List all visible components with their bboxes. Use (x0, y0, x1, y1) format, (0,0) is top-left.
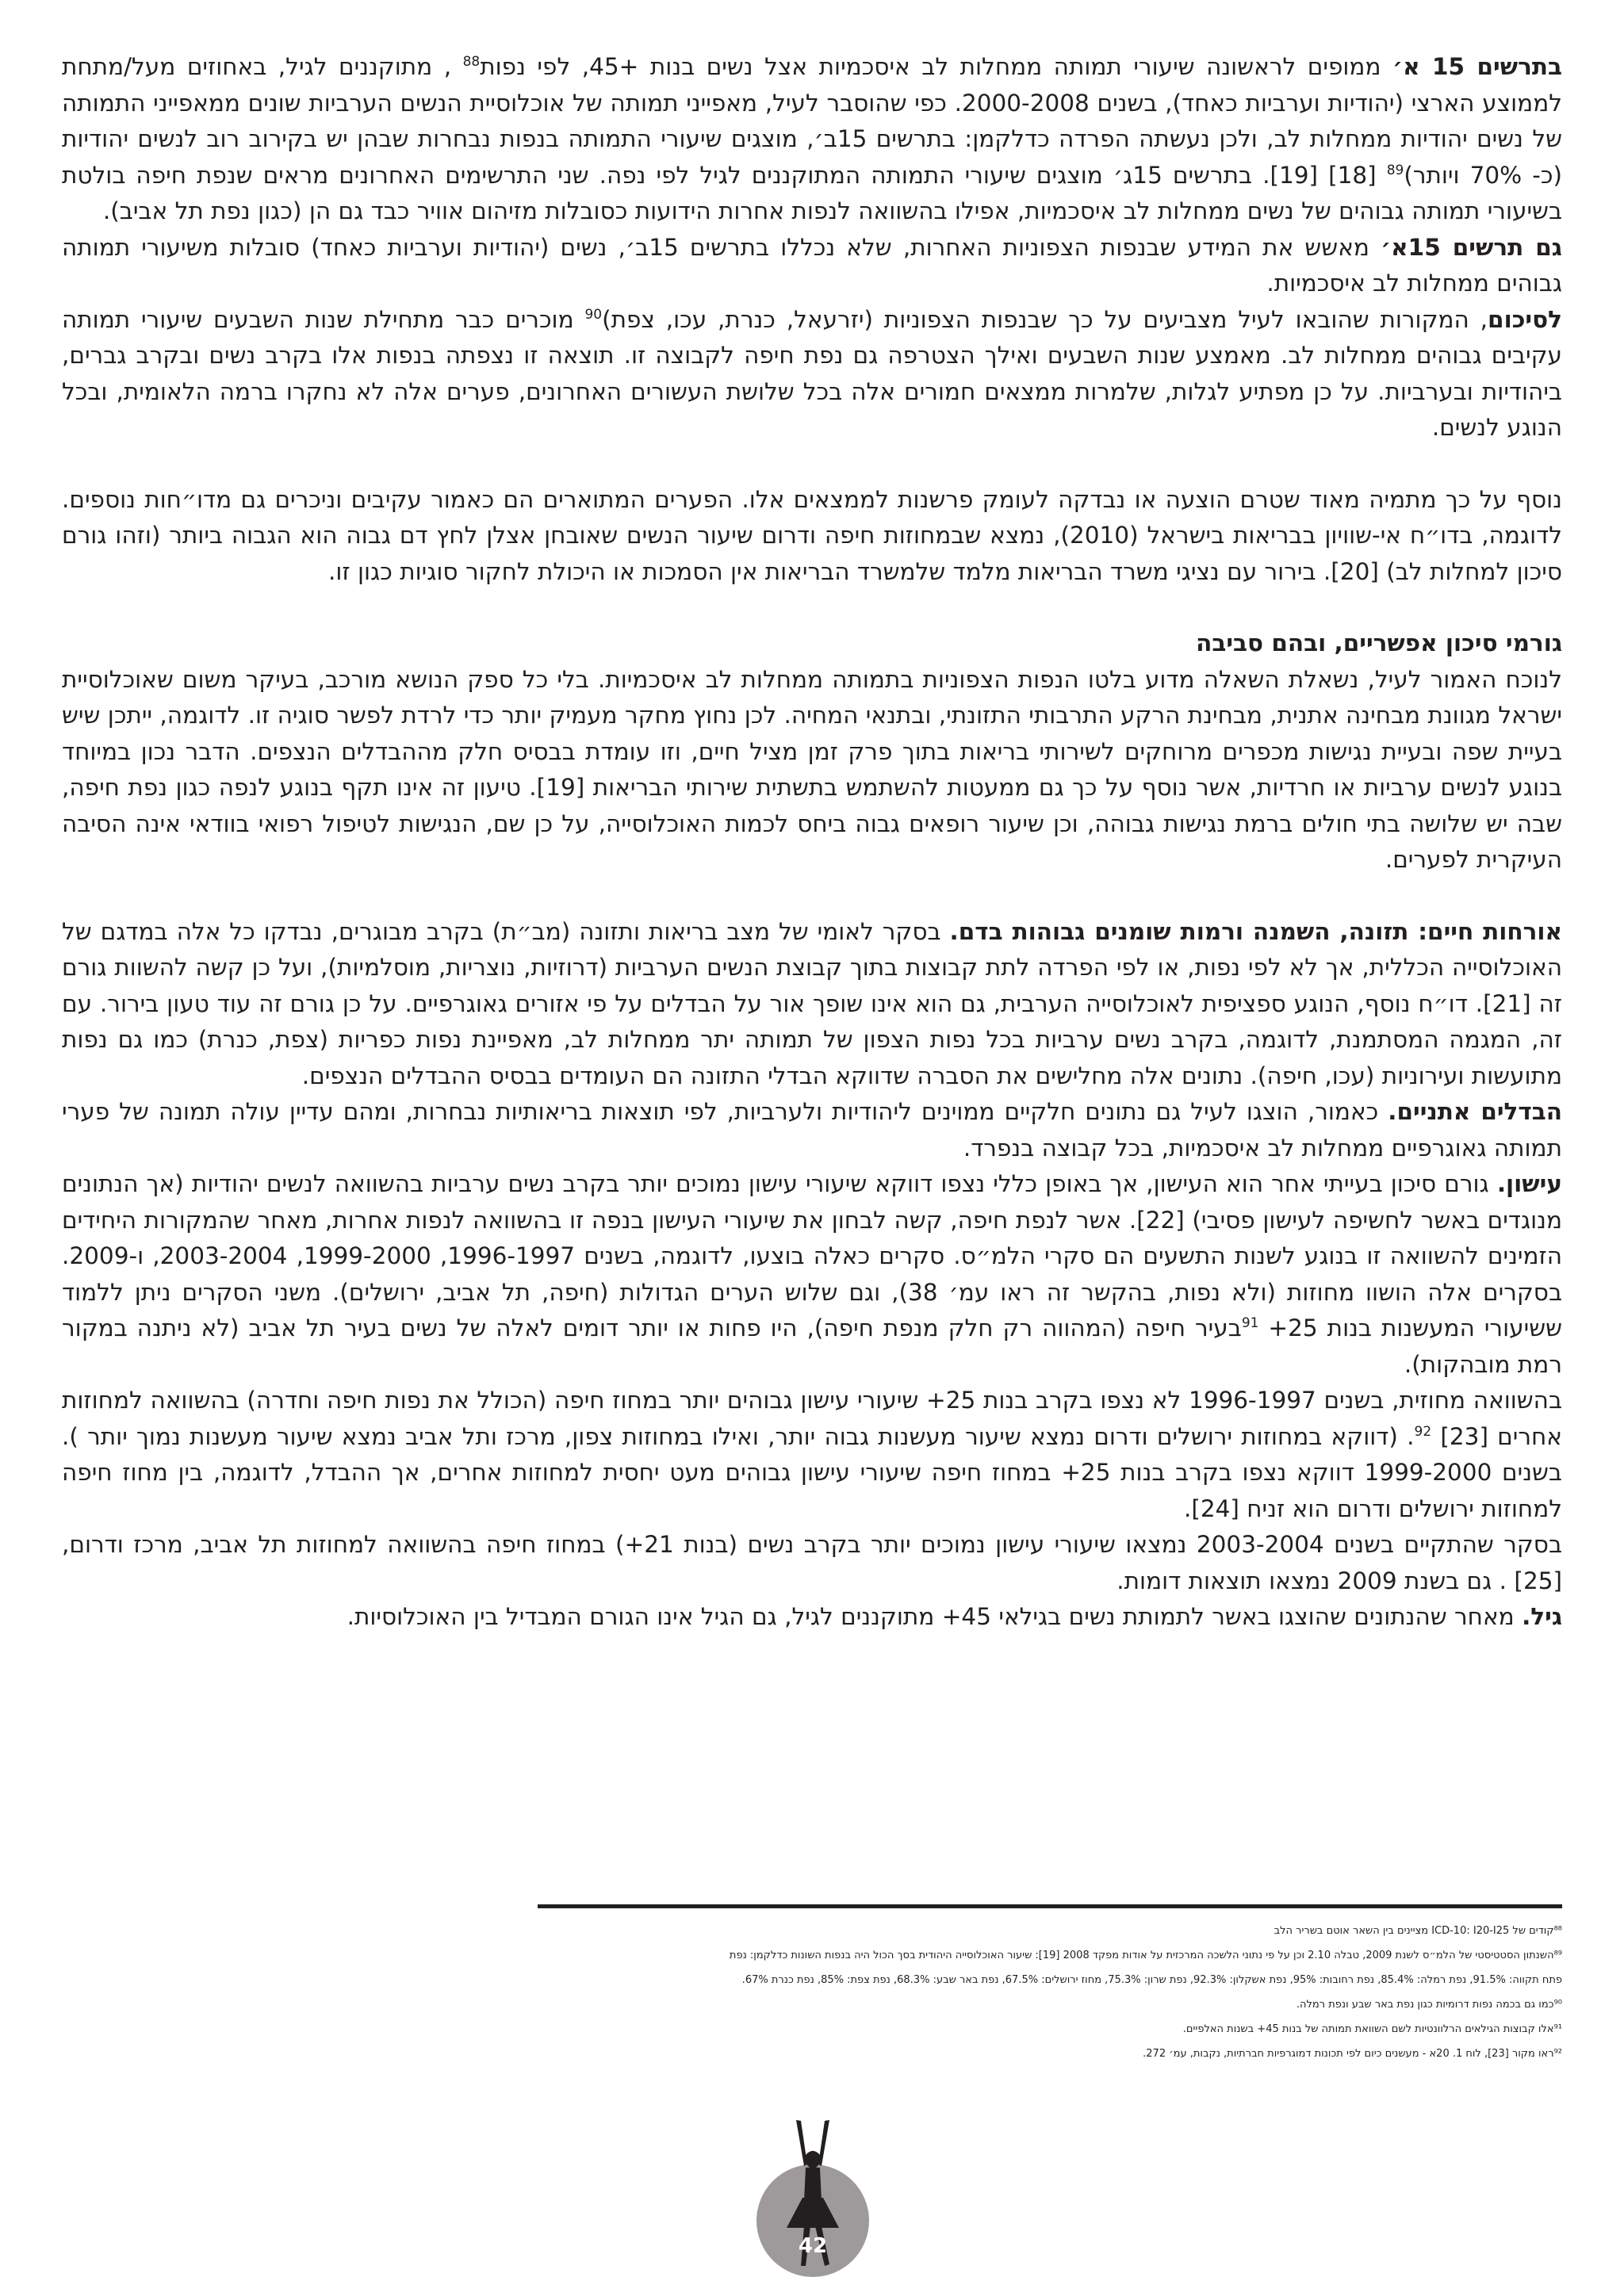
paragraph-lead: גם תרשים 15א׳ (1381, 233, 1562, 261)
paragraph-spacer (62, 590, 1562, 626)
paragraph-lifestyle (62, 914, 1562, 1095)
paragraph-lead: לסיכום (1488, 305, 1562, 333)
paragraph-survey-2003 (62, 1527, 1562, 1599)
paragraph-spacer (62, 878, 1562, 914)
footnote-90: ⁹⁰כמו גם בכמה נפות דרומיות כגון נפת באר שבע ונפת רמלה. (1296, 1999, 1562, 2011)
paragraph-text: מוכרים כבר מתחילת שנות השבעים שיעורי תמותה עקיבים גבוהים ממחלות לב. מאמצע שנות השבעים ואילך הצטרפה גם נפת חיפה לקבוצה זו. תוצאה זו נצפתה בנפות אלו בקרב נשים ובקרב גברים, ביהודיות ובערביות. על כן מפתיע לגלות, שלמרות ממצאים חמורים אלה בכל שלושת העשורים האחרונים, פערים אלה לא נחקרו ברמה הלאומית, ובכל הנוגע לנשים. (62, 305, 1562, 441)
paragraph-text: מאחר שהנתונים שהוצגו באשר לתמותת נשים בגילאי 45+ מתוקננים לגיל, גם הגיל אינו הגורם המבדיל בין האוכלוסיות. (347, 1603, 1522, 1630)
paragraph-text: , מתוקננים לגיל, באחוזים מעל/מתחת לממוצע הארצי (יהודיות וערביות כאחד), בשנים 2000-2008. כפי שהוסבר לעיל, מאפייני תמותה של אוכלוסיית הנשים הערביות שונים ממאפייני התמותה של נשים יהודיות ממחלות לב, ולכן נעשתה הפרדה כדלקמן: בתרשים 15ב׳, מוצגים שיעורי התמותה בנפות נבחרות שבהן יש בקירוב רוב לנשים יהודיות (כ- 70% ויותר) (62, 53, 1563, 189)
paragraph-lead: גיל. (1522, 1603, 1562, 1630)
paragraph-text: כאמור, הוצגו לעיל גם נתונים חלקיים ממוינים ליהודיות ולערביות, לפי תוצאות בריאותיות נבחרות, ומהם עדיין עולה תמונה של פערי תמותה גאוגרפיים ממחלות לב איסכמיות, בכל קבוצה בנפרד. (62, 1098, 1562, 1161)
paragraph-summary (62, 302, 1562, 446)
paragraph-lead: עישון. (1496, 1170, 1562, 1197)
page-number: 42 (798, 2234, 828, 2258)
paragraph-further (62, 482, 1562, 591)
footnote-divider (538, 1904, 1562, 1908)
paragraph-text: בסקר שהתקיים בשנים 2003-2004 נמצאו שיעורי עישון נמוכים יותר בקרב נשים (בנות 21+) במחוז חיפה בהשוואה למחוזות תל אביב, מרכז ודרום, [25] . גם בשנת 2009 נמצאו תוצאות דומות. (62, 1531, 1562, 1594)
paragraph-text: [18] [19]. בתרשים 15ג׳ מוצגים שיעורי התמותה המתוקננים לגיל לפי נפה. שני התרשימים האחרונים מראים שנפת חיפה בולטת בשיעורי תמותה גבוהים של נשים ממחלות לב איסכמיות, אפילו בהשוואה לנפות אחרות הידועות כסובלות מזיהום אוויר כבד גם הן (כגון נפת תל אביב). (62, 161, 1562, 224)
footnote-88: ⁸⁸קודים של ICD-10: I20-I25 מציינים בין השאר אוטם בשריר הלב (1274, 1925, 1562, 1937)
paragraph-lead: בתרשים 15 א׳ (1392, 53, 1562, 80)
paragraph-district-comparison (62, 1383, 1562, 1527)
paragraph-spacer (62, 446, 1562, 482)
footnote-ref-88[interactable]: 88 (462, 54, 481, 71)
paragraph-risk-factors (62, 662, 1562, 878)
paragraph-text: מאשש את המידע שבנפות הצפוניות האחרות, שלא נכללו בתרשים 15ב׳, נשים (יהודיות וערביות כאחד) סובלות משיעורי תמותה גבוהים ממחלות לב איסכמיות. (62, 233, 1562, 297)
footnote-89: ⁸⁹השנתון הסטטיסטי של הלמ״ס לשנת 2009, טבלה 2.10 וכן על פי נתוני הלשכה המרכזית על אודות מפקד 2008 [19]: שיעור האוכלוסייה היהודית בסך הכול היה בנפות השונות כדלקמן: נפת (729, 1950, 1562, 1961)
paragraph-text: לנוכח האמור לעיל, נשאלת השאלה מדוע בלטו הנפות הצפוניות בתמותה ממחלות לב איסכמיות. בלי כל ספק הנושא מורכב, בעיקר משום שאוכלוסיית ישראל מגוונת מבחינה אתנית, מבחינת הרקע התרבותי התזונתי, ובתנאי המחיה. לכן נחוץ מחקר מעמיק יותר כדי לרדת לפשר סוגיה זו. לדוגמה, ייתכן שיש בעיית שפה ובעיית נגישות מכפרים מרוחקים לשירותי בריאות בתוך פרק זמן מציל חיים, וזו עומדת בבסיס חלק מההבדלים הנצפים. הדבר נכון במיוחד בנוגע לנשים ערביות או חרדיות, אשר נוסף על כך גם ממעטות להשתמש בתשתית שירותי הבריאות [19]. טיעון זה אינו תקף בנוגע לנפה כגון נפת חיפה, שבה יש שלושה בתי חולים ברמת נגישות גבוהה, וכן שיעור רופאים גבוה ביחס לכמות האוכלוסייה, על כן שם, הנגישות לטיפול רפואי בוודאי אינה הסיבה העיקרית לפערים. (62, 665, 1562, 873)
footnote-91: ⁹¹אלו קבוצות הגילאים הרלוונטיות לשם השוואת תמותה של בנות 45+ בשנות האלפיים. (1182, 2023, 1562, 2035)
footnote-ref-90[interactable]: 90 (584, 306, 603, 323)
paragraph-text: בעיר חיפה (המהווה רק חלק מנפת חיפה), היו פחות או יותר דומים לאלה של נשים בעיר תל אביב (לא ניתנה במקור רמת מובהקות). (62, 1314, 1562, 1378)
paragraph-age (62, 1599, 1562, 1636)
paragraph-text: בסקר לאומי של מצב בריאות ותזונה (מב״ת) בקרב מבוגרים, נבדקו כל אלה במדגם של האוכלוסייה הכללית, אך לא לפי נפות, או לפי הפרדה לתת קבוצות בתוך קבוצת הנשים הערביות (דרוזיות, נוצריות, מוסלמיות), ועל כן קשה להשוות גורם זה [21]. דו״ח נוסף, הנוגע ספציפית לאוכלוסייה הערבית, גם הוא אינו שופך אור על הבדלים על פי אזורים גאוגרפיים. על כן גורם זה עוד טעון בירור. עם זה, המגמה המסתמנת, לדוגמה, בקרב נשים ערביות בכל נפות הצפון של תמותה יתר ממחלות לב, מאפיינת נפות כפריות (צפת, כנרת) כמו גם נפות מתועשות ועירוניות (עכו, חיפה). נתונים אלה מחלישים את הסברה שדווקא הבדלי התזונה הם העומדים בבסיס ההבדלים הנצפים. (62, 917, 1562, 1089)
paragraph-lead: הבדלים אתניים. (1388, 1098, 1562, 1125)
paragraph-smoking (62, 1166, 1562, 1383)
paragraph-text: גורם סיכון בעייתי אחר הוא העישון, אך באופן כללי נצפו דווקא שיעורי עישון נמוכים יותר בקרב נשים ערביות בהשוואה לנשים יהודיות (אך הנתונים מנוגדים באשר לחשיפה לעישון פסיבי) [22]. אשר לנפת חיפה, קשה לבחון את שיעורי העישון בנפה זו בהשוואה לנפות אחרות, מאחר שהמקורות היחידים הזמינים להשוואה זו בנוגע לשנות התשעים הם סקרי הלמ״ס. סקרים כאלה בוצעו, לדוגמה, בשנים 1996-1997, 1999-2000, 2003-2004, ו-2009. בסקרים אלה הושוו מחוזות (ולא נפות, בהקשר זה ראו עמ׳ 38), וגם שלוש הערים הגדולות (חיפה, תל אביב, ירושלים). משני הסקרים ניתן ללמוד ששיעורי המעשנות בנות 25+ (62, 1170, 1563, 1341)
paragraph-text: בהשוואה מחוזית, בשנים 1996-1997 לא נצפו בקרב בנות 25+ שיעורי עישון גבוהים יותר במחוז חיפה (הכולל את נפות חיפה וחדרה) בהשוואה למחוזות אחרים [23] (62, 1387, 1562, 1450)
paragraph-text: , המקורות שהובאו לעיל מצביעים על כך שבנפות הצפוניות (יזרעאל, כנרת, עכו, צפת) (602, 305, 1488, 333)
document-body (62, 49, 1562, 1636)
paragraph-text: נוסף על כך מתמיה מאוד שטרם הוצעה או נבדקה לעומק פרשנות לממצאים אלו. הפערים המתוארים הם כאמור עקיבים וניכרים גם מדו״חות נוספים. לדוגמה, בדו״ח אי-שוויון בבריאות בישראל (2010), נמצא שבמחוזות חיפה ודרום שיעור הנשים שאובחן אצלן לחץ דם גבוה הוא הגבוה ביותר (וזהו גורם סיכון למחלות לב) [20]. בירור עם נציגי משרד הבריאות מלמד שלמשרד הבריאות אין הסמכות או היכולת לחקור סוגיות כגון זו. (62, 485, 1562, 585)
footnote-ref-91[interactable]: 91 (1241, 1315, 1259, 1332)
paragraph-text: ממופים לראשונה שיעורי תמותה ממחלות לב איסכמיות אצל נשים בנות +45, לפי נפות (480, 53, 1393, 80)
footnote-89-continued: פתח תקווה: 91.5%, נפת רמלה: 85.4%, נפת רחובות: 95%, נפת אשקלון: 92.3%, נפת שרון: 75.3%, מחוז ירושלים: 67.5%, נפת באר שבע: 68.3%, נפת צפת: 85%, נפת כנרת 67%. (741, 1974, 1562, 1986)
section-heading: גורמי סיכון אפשריים, ובהם סביבה (1196, 629, 1562, 656)
footnote-ref-89[interactable]: 89 (1386, 162, 1404, 178)
footnotes (62, 1919, 1562, 2066)
paragraph-lead: אורחות חיים: תזונה, השמנה ורמות שומנים גבוהות בדם. (949, 917, 1562, 945)
paragraph-ethnic (62, 1094, 1562, 1166)
paragraph-text: . (דווקא במחוזות ירושלים ודרום נמצא שיעור מעשנות גבוה יותר, ואילו במחוזות צפון, מרכז ותל אביב נמצא שיעור מעשנות נמוך יותר ). בשנים 1999-2000 דווקא נצפו בקרב בנות 25+ במחוז חיפה שיעורי עישון גבוהים מעט יחסית למחוזות אחרים, אך ההבדל, לדוגמה, בין מחוז חיפה למחוזות ירושלים ודרום הוא זניח [24]. (62, 1422, 1562, 1522)
paragraph-chart-15a (62, 49, 1562, 230)
footnote-92: ⁹²ראו מקור [23], לוח 1. 20א - מעשנים כיום לפי תכונות דמוגרפיות חברתיות, נקבות, עמ׳ 272. (1143, 2048, 1562, 2060)
footnote-ref-92[interactable]: 92 (1414, 1423, 1432, 1440)
page-number-badge (756, 2118, 869, 2277)
paragraph-also-chart-15a (62, 230, 1562, 302)
